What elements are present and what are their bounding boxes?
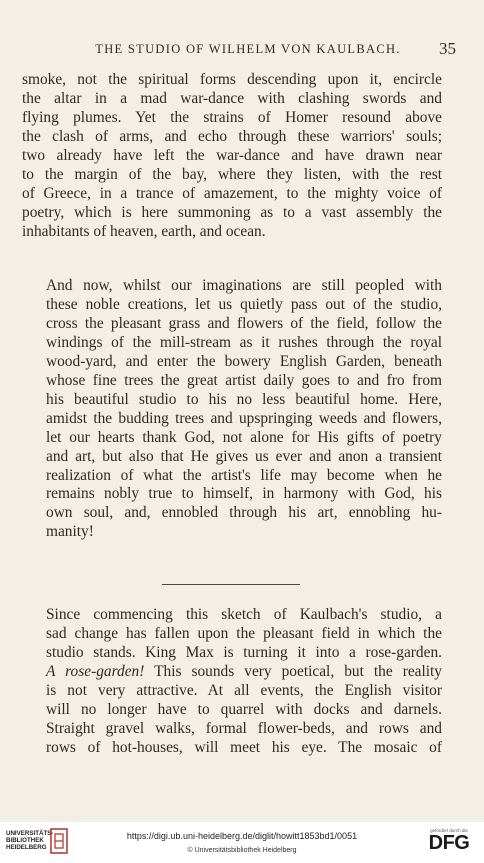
text-line: to the margin of the bay, where they listen, with the rest (22, 165, 442, 183)
text-line: his beautiful studio to his no less beautiful home. Here, (46, 390, 442, 408)
text-line: rows of hot-houses, will meet his eye. The mosaic of (46, 738, 442, 756)
italic-phrase: A rose-garden! (46, 662, 145, 680)
paragraph-2 (22, 277, 442, 542)
funder-caption: gefördert durch die (430, 828, 468, 833)
digitization-footer (0, 822, 484, 863)
source-url-link[interactable]: https://digi.ub.uni-heidelberg.de/diglit/howitt1853bd1/0051 (126, 831, 358, 841)
text-line: studio stands. King Max is turning it into a rose-garden. (46, 643, 442, 661)
page-header (22, 39, 456, 62)
funder-wordmark: DFG (428, 832, 470, 854)
text-line: cross the pleasant grass and flowers of the field, follow the (46, 314, 442, 332)
text-line: wood-yard, and enter the bowery English Garden, beneath (46, 352, 442, 370)
text-line: the clash of arms, and echo through these warriors' souls; (22, 127, 442, 145)
text-line: manity! (46, 523, 94, 541)
text-line: the altar in a mad war-dance with clashing swords and (22, 89, 442, 107)
text-line: let our hearts thank God, not alone for His gifts of poetry (46, 428, 442, 446)
text-line: two already have left the war-dance and have drawn near (22, 146, 442, 164)
section-divider (162, 584, 300, 585)
text-line (22, 663, 442, 682)
text-line: poetry, which is here summoning as to a vast assembly the (22, 203, 442, 221)
running-head: THE STUDIO OF WILHELM VON KAULBACH. (95, 42, 401, 56)
text-line: Since commencing this sketch of Kaulbach's studio, a (46, 606, 442, 623)
text-line: will no longer have to quarrel with docks and darnels. (46, 700, 442, 718)
text-line: and art, but also that He gives us ever and anon a transient (46, 447, 442, 465)
text-line: smoke, not the spiritual forms descending upon it, encircle (22, 71, 442, 88)
logo-text-line: UNIVERSITÄTS- (6, 830, 54, 837)
text-line: these noble creations, let us quietly pass out of the studio, (46, 295, 442, 313)
text-line: Straight gravel walks, formal flower-beds, and rows and (46, 719, 442, 737)
text-line: sad change has fallen upon the pleasant field in which the (46, 624, 442, 642)
text-line: realization of what the artist's life may become when he (46, 466, 442, 484)
dfg-logo[interactable] (424, 828, 474, 853)
text-line: windings of the mill-stream as it rushes through the royal (46, 333, 442, 351)
text-line: own soul, and, ennobled through his art, ennobling hu- (46, 504, 442, 522)
text-line: And now, whilst our imaginations are still peopled with (46, 277, 442, 294)
paragraph-1 (22, 71, 442, 242)
page-number: 35 (439, 39, 456, 58)
text-line: of Greece, in a trance of amazement, to the mighty voice of (22, 184, 442, 202)
text-line: inhabitants of heaven, earth, and ocean. (22, 222, 266, 240)
text-line: amidst the budding trees and upspringing weeds and flowers, (46, 409, 442, 427)
logo-text-line: BIBLIOTHEK (6, 837, 44, 844)
logo-text-line: HEIDELBERG (6, 844, 47, 851)
text-line: is not very attractive. At all events, the English visitor (46, 681, 442, 699)
text-fragment: This sounds very poetical, but the reality (144, 662, 442, 680)
paragraph-3 (22, 606, 442, 758)
text-line: remains nobly true to himself, in harmony with God, his (46, 485, 442, 503)
text-line: flying plumes. Yet the strains of Homer resound above (22, 108, 442, 126)
copyright-notice: © Universitätsbibliothek Heidelberg (187, 847, 297, 854)
text-line: whose fine trees the great artist daily goes to and fro from (46, 371, 442, 389)
